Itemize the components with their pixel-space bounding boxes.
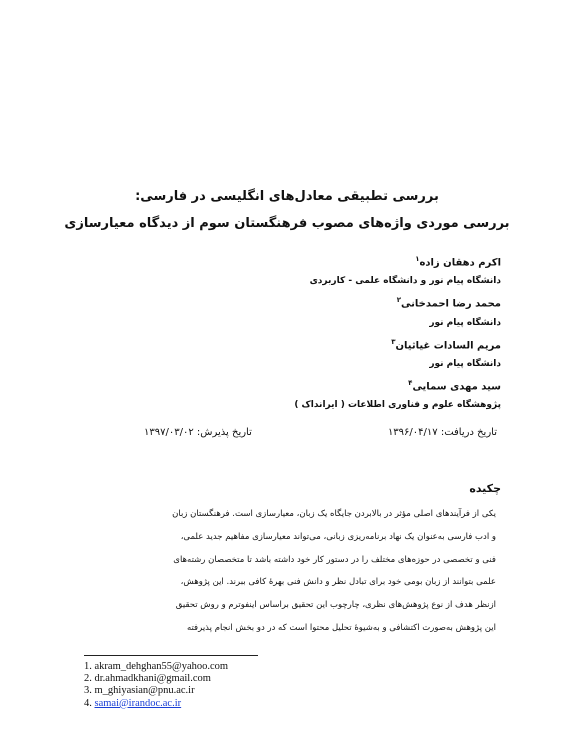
abstract-line-2: و ادب فارسی به‌عنوان یک نهاد برنامه‌ریزی زبانی، می‌تواند معیارسازی مفاهیم جدید علمی، [180,531,496,542]
footnote-mark-4: ۴ [408,378,413,387]
abstract-line-3: فنی و تخصصی در حوزه‌های مختلف را در دستور کار خود داشته باشد تا متخصصان رشته‌های [173,554,496,565]
footnote-email-2: dr.ahmadkhani@gmail.com [94,673,211,685]
article-title-line-1: بررسی تطبیقی معادل‌های انگلیسی در فارسی: [135,189,439,204]
abstract-body [86,503,496,640]
author-name-3: مریم السادات غیاثیان$^۳$ [391,337,501,351]
received-date: تاریخ دریافت: ۱۳۹۶/۰۴/۱۷ [387,427,497,438]
footnote-mark-1: ۱ [415,255,420,263]
abstract-line-5: ازنظر هدف از نوع پژوهش‌های نظری، چارچوب این تحقیق براساس اینفوترم و روش تحقیق [175,600,496,611]
author-affiliation-4: پژوهشگاه علوم و فناوری اطلاعات ( ایرانداک ) [294,400,501,411]
footnote-email-3: m_ghiyasian@pnu.ac.ir [94,685,195,697]
footnote-email-1: akram_dehghan55@yahoo.com [94,661,229,672]
abstract-line-1: یکی از فرآیندهای اصلی مؤثر در بالابردن جایگاه یک زبان، معیارسازی است. فرهنگستان زبان [172,509,496,519]
author-name-2: محمد رضا احمدخانی$^۲$ [396,296,501,310]
article-title-line-2: بررسی موردی واژه‌های مصوب فرهنگستان سوم از دیدگاه معیارسازی [64,216,510,231]
author-name-4: سید مهدی سمایی$^۴$ [408,378,501,393]
footnote-mark-3: ۳ [391,337,396,346]
abstract-line-4: علمی بتوانند از زبان بومی خود برای تبادل نظر و دانش فنی بهرهٔ کافی ببرند. این پژوهش، [180,577,496,588]
author-affiliation-3: دانشگاه پیام نور [429,358,501,369]
accepted-date: تاریخ پذیرش: ۱۳۹۷/۰۳/۰۲ [144,427,252,438]
footnotes [84,661,228,710]
footnote-3: 3. m_ghiyasian@pnu.ac.ir [84,685,195,697]
footnote-email-link-4[interactable]: samai@irandoc.ac.ir [94,697,182,709]
footnote-2: 2. dr.ahmadkhani@gmail.com [84,673,211,685]
author-affiliation-1: دانشگاه پیام نور و دانشگاه علمی - کاربردی [309,276,501,287]
abstract-heading: چکیده [469,482,501,495]
authors-block [121,250,501,415]
author-affiliation-2: دانشگاه پیام نور [429,317,501,328]
footnote-mark-2: ۲ [396,296,402,305]
dates-row [144,427,497,443]
author-name-1: اکرم دهقان زاده$^۱$ [415,255,501,269]
footnote-1: 1. akram_dehghan55@yahoo.com [84,661,229,672]
footnote-4: 4. samai@irandoc.ac.ir [84,697,182,709]
abstract-line-6: این پژوهش به‌صورت اکتشافی و به‌شیوهٔ تحلیل محتوا است که در دو بخش انجام پذیرفته [186,622,496,633]
footnote-divider [84,655,258,656]
